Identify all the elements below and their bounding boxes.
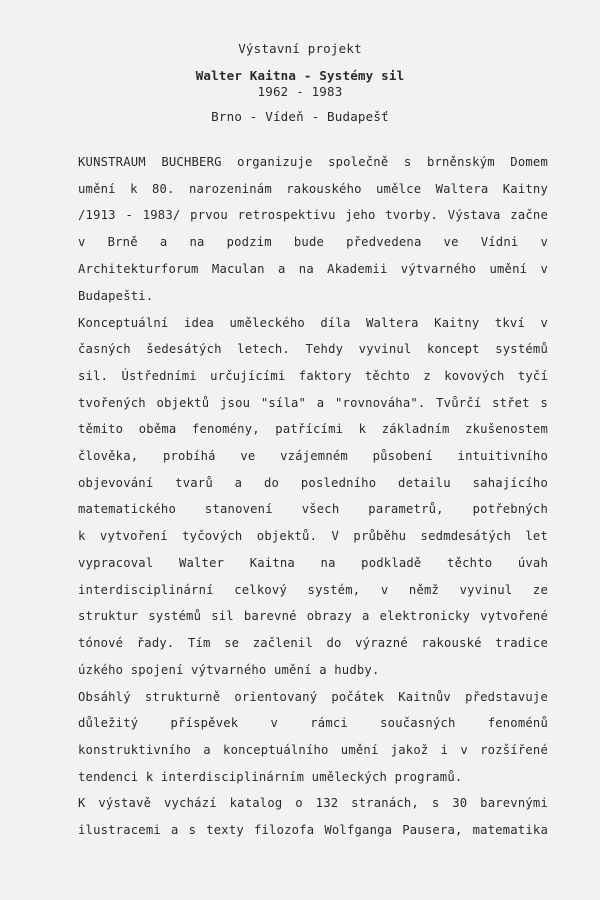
paragraph-1-line: Architekturforum Maculan a na Akademii výtvarného umění v <box>78 262 548 276</box>
paragraph-2-line: sil. Ústředními určujícími faktory těchto z kovových tyčí <box>78 369 548 383</box>
header-project-label: Výstavní projekt <box>238 41 362 56</box>
paragraph-3-line: důležitý příspěvek v rámci současných fenoménů <box>78 716 548 730</box>
paragraph-1-line: /1913 - 1983/ prvou retrospektivu jeho tvorby. Výstava začne <box>78 208 548 222</box>
paragraph-2-line: vypracoval Walter Kaitna na podkladě těchto úvah <box>78 556 548 570</box>
header-cities: Brno - Vídeň - Budapešť <box>211 109 389 124</box>
paragraph-2-line: tvořených objektů jsou "síla" a "rovnováha". Tvůrčí střet s <box>78 396 548 410</box>
paragraph-3-line: tendenci k interdisciplinárním uměleckých programů. <box>78 770 463 784</box>
header-title: Walter Kaitna - Systémy sil <box>195 68 405 83</box>
paragraph-2-line: úzkého spojení výtvarného umění a hudby. <box>78 663 380 677</box>
paragraph-1-line: KUNSTRAUM BUCHBERG organizuje společně s brněnským Domem <box>78 155 548 169</box>
paragraph-4-line: K výstavě vychází katalog o 132 stranách, s 30 barevnými <box>78 796 548 810</box>
paragraph-2-line: k vytvoření tyčových objektů. V průběhu sedmdesátých let <box>78 529 548 543</box>
paragraph-2-line: tónové řady. Tím se začlenil do výrazné rakouské tradice <box>78 636 548 650</box>
paragraph-4-line: ilustracemi a s texty filozofa Wolfganga Pausera, matematika <box>78 823 548 837</box>
paragraph-3-line: konstruktivního a konceptuálního umění jakož i v rozšířené <box>78 743 548 757</box>
paragraph-2-line: objevování tvarů a do posledního detailu sahajícího <box>78 476 548 490</box>
paragraph-2-line: těmito oběma fenomény, patřícími k základním zkušenostem <box>78 422 548 436</box>
paragraph-2-line: člověka, probíhá ve vzájemném působení intuitivního <box>78 449 548 463</box>
paragraph-2-line: časných šedesátých letech. Tehdy vyvinul koncept systémů <box>78 342 548 356</box>
paragraph-1-line: umění k 80. narozeninám rakouského umělce Waltera Kaitny <box>78 182 548 196</box>
header-years: 1962 - 1983 <box>257 84 343 99</box>
paragraph-3-line: Obsáhlý strukturně orientovaný počátek Kaitnův představuje <box>78 690 548 704</box>
paragraph-1-line: v Brně a na podzim bude předvedena ve Vídni v <box>78 235 548 249</box>
paragraph-2-line: interdisciplinární celkový systém, v němž vyvinul ze <box>78 583 548 597</box>
paragraph-1-line: Budapešti. <box>78 289 154 303</box>
paragraph-2-line: matematického stanovení všech parametrů, potřebných <box>78 502 548 516</box>
paragraph-2-line: struktur systémů sil barevné obrazy a elektronicky vytvořené <box>78 609 548 623</box>
paragraph-2-line: Konceptuální idea uměleckého díla Waltera Kaitny tkví v <box>78 316 548 330</box>
